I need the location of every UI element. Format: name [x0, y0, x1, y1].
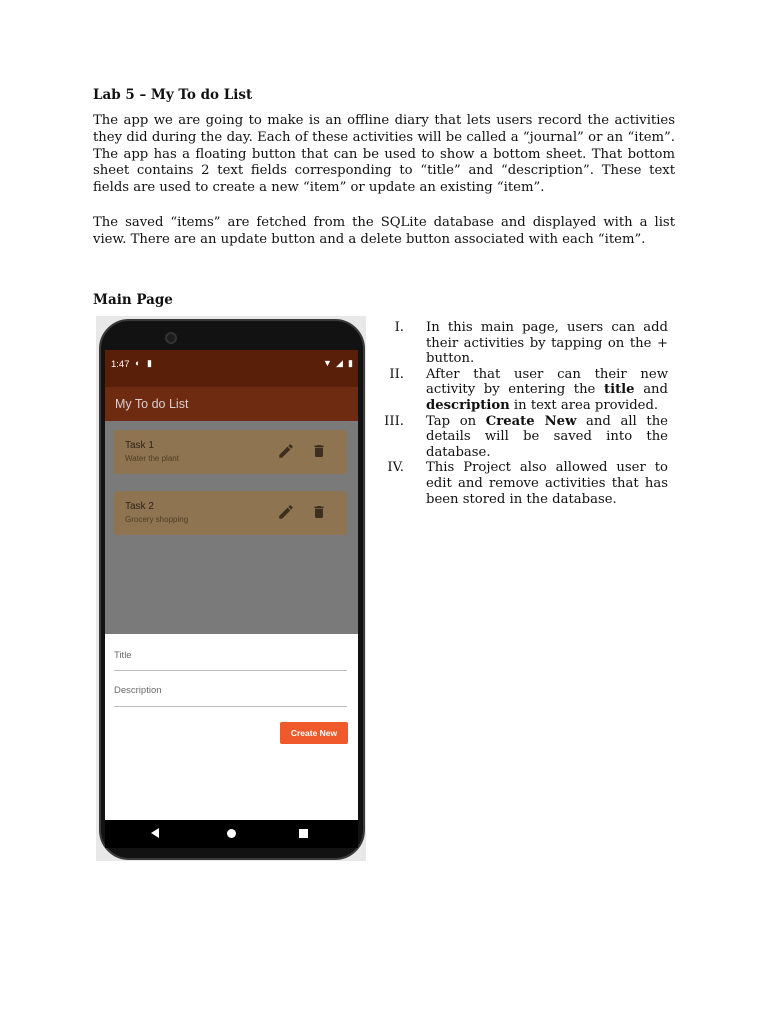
back-icon[interactable] [151, 828, 159, 838]
list-number: II. [389, 366, 404, 382]
task-description: Water the plant [125, 454, 179, 463]
edit-icon[interactable] [277, 503, 295, 521]
list-item [382, 367, 668, 414]
battery-icon: ▮ [348, 358, 353, 368]
list-text: This Project also allowed user to edit and remove activities that has been stored in the database. [426, 460, 668, 507]
document-title: Lab 5 – My To do List [93, 87, 253, 103]
list-text: Tap on Create New and all the details will be saved into the database. [426, 413, 668, 460]
list-number: IV. [387, 460, 404, 476]
status-time: 1:47 [111, 359, 130, 370]
task-title: Task 1 [125, 440, 154, 451]
list-number: III. [384, 413, 404, 429]
intro-paragraph: The app we are going to make is an offline diary that lets users record the activities they did during the day. Each of these activities will be called a “journal” or an “item”. The app has a floating button that can be used to show a bottom sheet. That bottom sheet contains 2 text fields corresponding to “title” and “description”. These text fields are used to create a new “item” or update an existing “item”. [93, 113, 675, 196]
camera-icon [165, 332, 177, 344]
steps-list [382, 320, 668, 507]
settings-status-icon: ◐ [135, 358, 141, 368]
storage-paragraph: The saved “items” are fetched from the SQLite database and displayed with a list view. There are an update button and a delete button associated with each “item”. [93, 215, 675, 247]
bottom-sheet [105, 634, 358, 820]
list-number: I. [394, 320, 404, 335]
recents-icon[interactable] [299, 829, 308, 838]
description-input[interactable]: Description [114, 685, 347, 707]
delete-icon[interactable] [311, 503, 327, 521]
wifi-icon: ▼ [323, 358, 332, 368]
edit-icon[interactable] [277, 442, 295, 460]
home-icon[interactable] [227, 829, 236, 838]
task-description: Grocery shopping [125, 515, 189, 524]
title-input[interactable]: Title [114, 650, 347, 671]
phone-screen [105, 350, 358, 848]
task-card[interactable] [114, 430, 347, 474]
task-title: Task 2 [125, 501, 154, 512]
create-new-button[interactable]: Create New [280, 722, 348, 744]
app-title: My To do List [115, 397, 189, 411]
signal-icon: ◢ [336, 358, 343, 368]
navigation-bar [105, 820, 358, 848]
task-card[interactable] [114, 491, 347, 535]
status-bar [105, 350, 358, 387]
delete-icon[interactable] [311, 442, 327, 460]
list-item [382, 460, 668, 507]
list-text: In this main page, users can add their activities by tapping on the + button. [426, 320, 668, 367]
list-item [382, 414, 668, 461]
list-item [382, 320, 668, 367]
sd-card-icon: ▮ [147, 358, 152, 368]
task-list [105, 421, 358, 634]
section-title: Main Page [93, 292, 173, 308]
app-bar [105, 387, 358, 421]
list-text: After that user can their new activity by entering the title and description in text area provided. [426, 366, 668, 413]
